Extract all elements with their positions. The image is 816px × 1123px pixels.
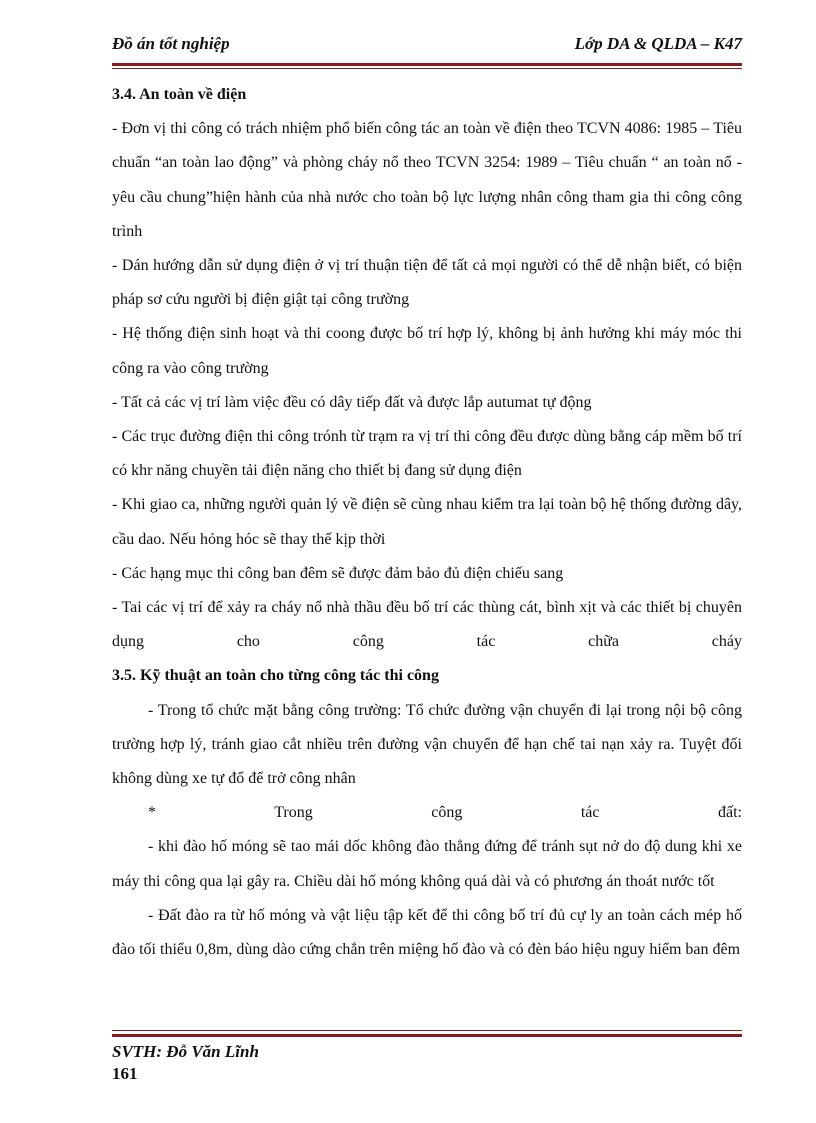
paragraph: - Các hạng mục thi công ban đêm sẽ được đảm bảo đủ điện chiếu sang [112,564,564,582]
header-class: Lớp DA & QLDA – K47 [574,34,742,53]
footer-author: SVTH: Đỗ Văn Lĩnh [112,1042,259,1061]
section-3-5-heading: 3.5. Kỹ thuật an toàn cho từng công tác thi công [112,667,439,685]
document-body [112,78,742,967]
footer-rule-thick [112,1034,742,1037]
paragraph: - khi đào hố móng sẽ tao mái dốc không đào thẳng đứng để tránh sụt nở do độ dung khi xe máy thi công qua lại gây ra. Chiều dài hố móng không quá dài và có phương án thoát nước tốt [112,838,742,890]
footer-rule-thin [112,1030,742,1031]
paragraph: - Đất đào ra từ hố móng và vật liệu tập kết để thi công bố trí đủ cự ly an toàn cách mép hố đào tối thiểu 0,8m, dùng dào cứng chắn trên miệng hố đào và có đèn báo hiệu nguy hiểm ban đêm [112,906,742,959]
paragraph: - Đơn vị thi công có trách nhiệm phổ biến công tác an toàn về điện theo TCVN 4086: 1985 – Tiêu chuẩn “an toàn lao động” và phòng cháy nổ theo TCVN 3254: 1989 – Tiêu chuẩn “ an toàn nổ - yêu cầu chung”hiện hành của nhà nước cho toàn bộ lực lượng nhân công tham gia thi công công trình [112,120,742,240]
page-header [112,34,742,62]
paragraph: - Hệ thống điện sinh hoạt và thi coong được bố trí hợp lý, không bị ảnh hưởng khi máy móc thi công ra vào công trường [112,325,742,377]
paragraph: - Trong tổ chức mặt bằng công trường: Tổ chức đường vận chuyển đi lại trong nội bộ công trường hợp lý, tránh giao cắt nhiều trên đường vận chuyển để hạn chế tai nạn xảy ra. Tuyệt đối không dùng xe tự đổ để trở công nhân [112,701,742,788]
header-rule-thin [112,68,742,69]
paragraph: - Khi giao ca, những người quản lý về điện sẽ cùng nhau kiểm tra lại toàn bộ hệ thống đường dây, cầu dao. Nếu hỏng hóc sẽ thay thế kịp thời [112,496,742,548]
paragraph: - Dán hướng dẫn sử dụng điện ở vị trí thuận tiện để tất cả mọi người có thể dễ nhận biết, có biện pháp sơ cứu người bị điện giật tại công trường [112,257,742,309]
paragraph: - Các trục đường điện thi công trónh từ trạm ra vị trí thi công đều được dùng bằng cáp mềm bố trí có khr năng chuyền tải điện năng cho thiết bị đang sử dụng điện [112,428,742,480]
paragraph: - Tất cả các vị trí làm việc đều có dây tiếp đất và được lắp autumat tự động [112,393,592,411]
header-rule-thick [112,63,742,66]
header-title: Đồ án tốt nghiệp [112,34,230,53]
page-number: 161 [112,1064,138,1083]
paragraph: * Trong công tác đất: [148,804,742,822]
paragraph: - Tai các vị trí để xảy ra cháy nổ nhà thầu đều bố trí các thùng cát, bình xịt và các thiết bị chuyên dụng cho công tác chữa cháy [112,599,742,651]
section-3-4-heading: 3.4. An toàn về điện [112,86,247,103]
